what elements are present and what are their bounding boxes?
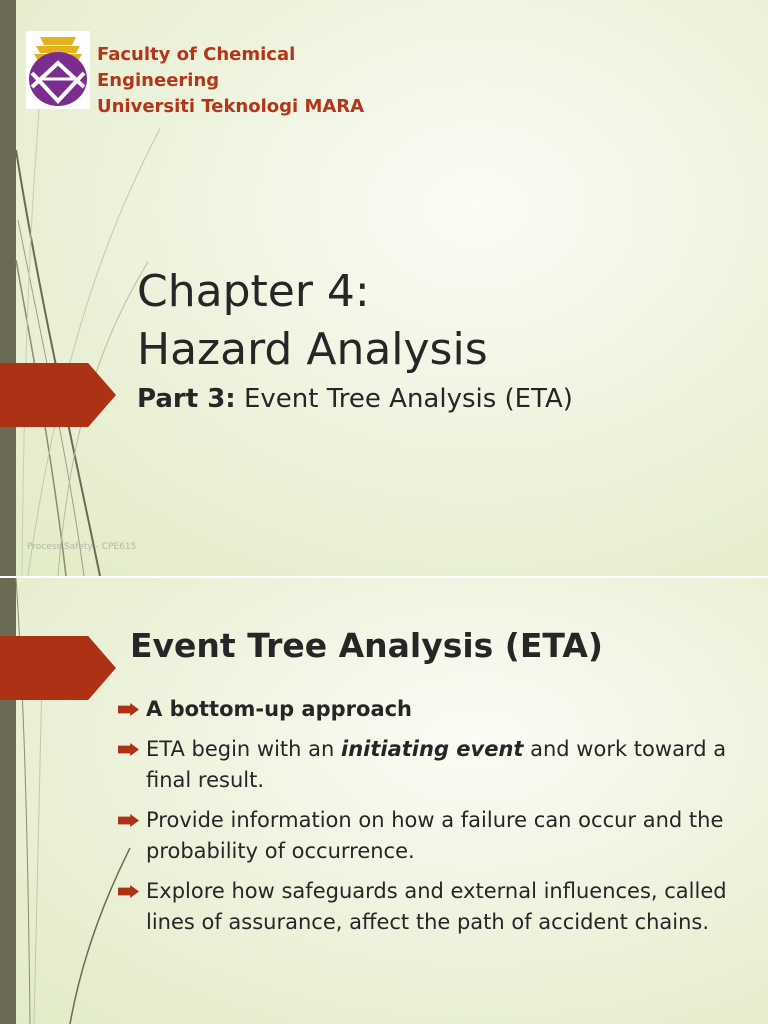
subtitle-label: Part 3: (137, 384, 236, 414)
arrow-right-icon (118, 703, 139, 716)
chapter-title-line: Chapter 4: (137, 266, 370, 317)
bullet-text-pre: ETA begin with an (146, 737, 341, 761)
bullet-text: Provide information on how a failure can occur and the probability of occurrence. (146, 808, 724, 863)
faculty-line: Universiti Teknologi MARA (97, 96, 365, 117)
arrow-right-icon (118, 743, 139, 756)
faculty-line: Engineering (97, 70, 220, 91)
list-item (118, 876, 748, 938)
bullet-list (118, 694, 748, 947)
bullet-emphasis: initiating event (341, 737, 524, 761)
chapter-subtitle (137, 384, 573, 414)
bullet-text-post: and work toward a final result. (146, 737, 727, 792)
chapter-title-line: Hazard Analysis (137, 324, 488, 375)
bullet-text: Explore how safeguards and external influences, called lines of assurance, affect the path of accident chains. (146, 879, 727, 934)
chapter-title (137, 263, 488, 379)
list-item (118, 805, 748, 867)
slide-title: Event Tree Analysis (ETA) (130, 626, 604, 665)
list-item (118, 734, 748, 796)
list-item (118, 694, 748, 725)
subtitle-text: Event Tree Analysis (ETA) (235, 384, 573, 414)
bullet-text: A bottom-up approach (146, 697, 413, 721)
faculty-header (97, 42, 364, 120)
uitm-crest-icon (26, 31, 90, 109)
arrow-right-icon (118, 885, 139, 898)
slide-footer: Process Safety - CPE615 (27, 542, 137, 552)
faculty-line: Faculty of Chemical (97, 44, 296, 65)
arrow-right-icon (118, 814, 139, 827)
